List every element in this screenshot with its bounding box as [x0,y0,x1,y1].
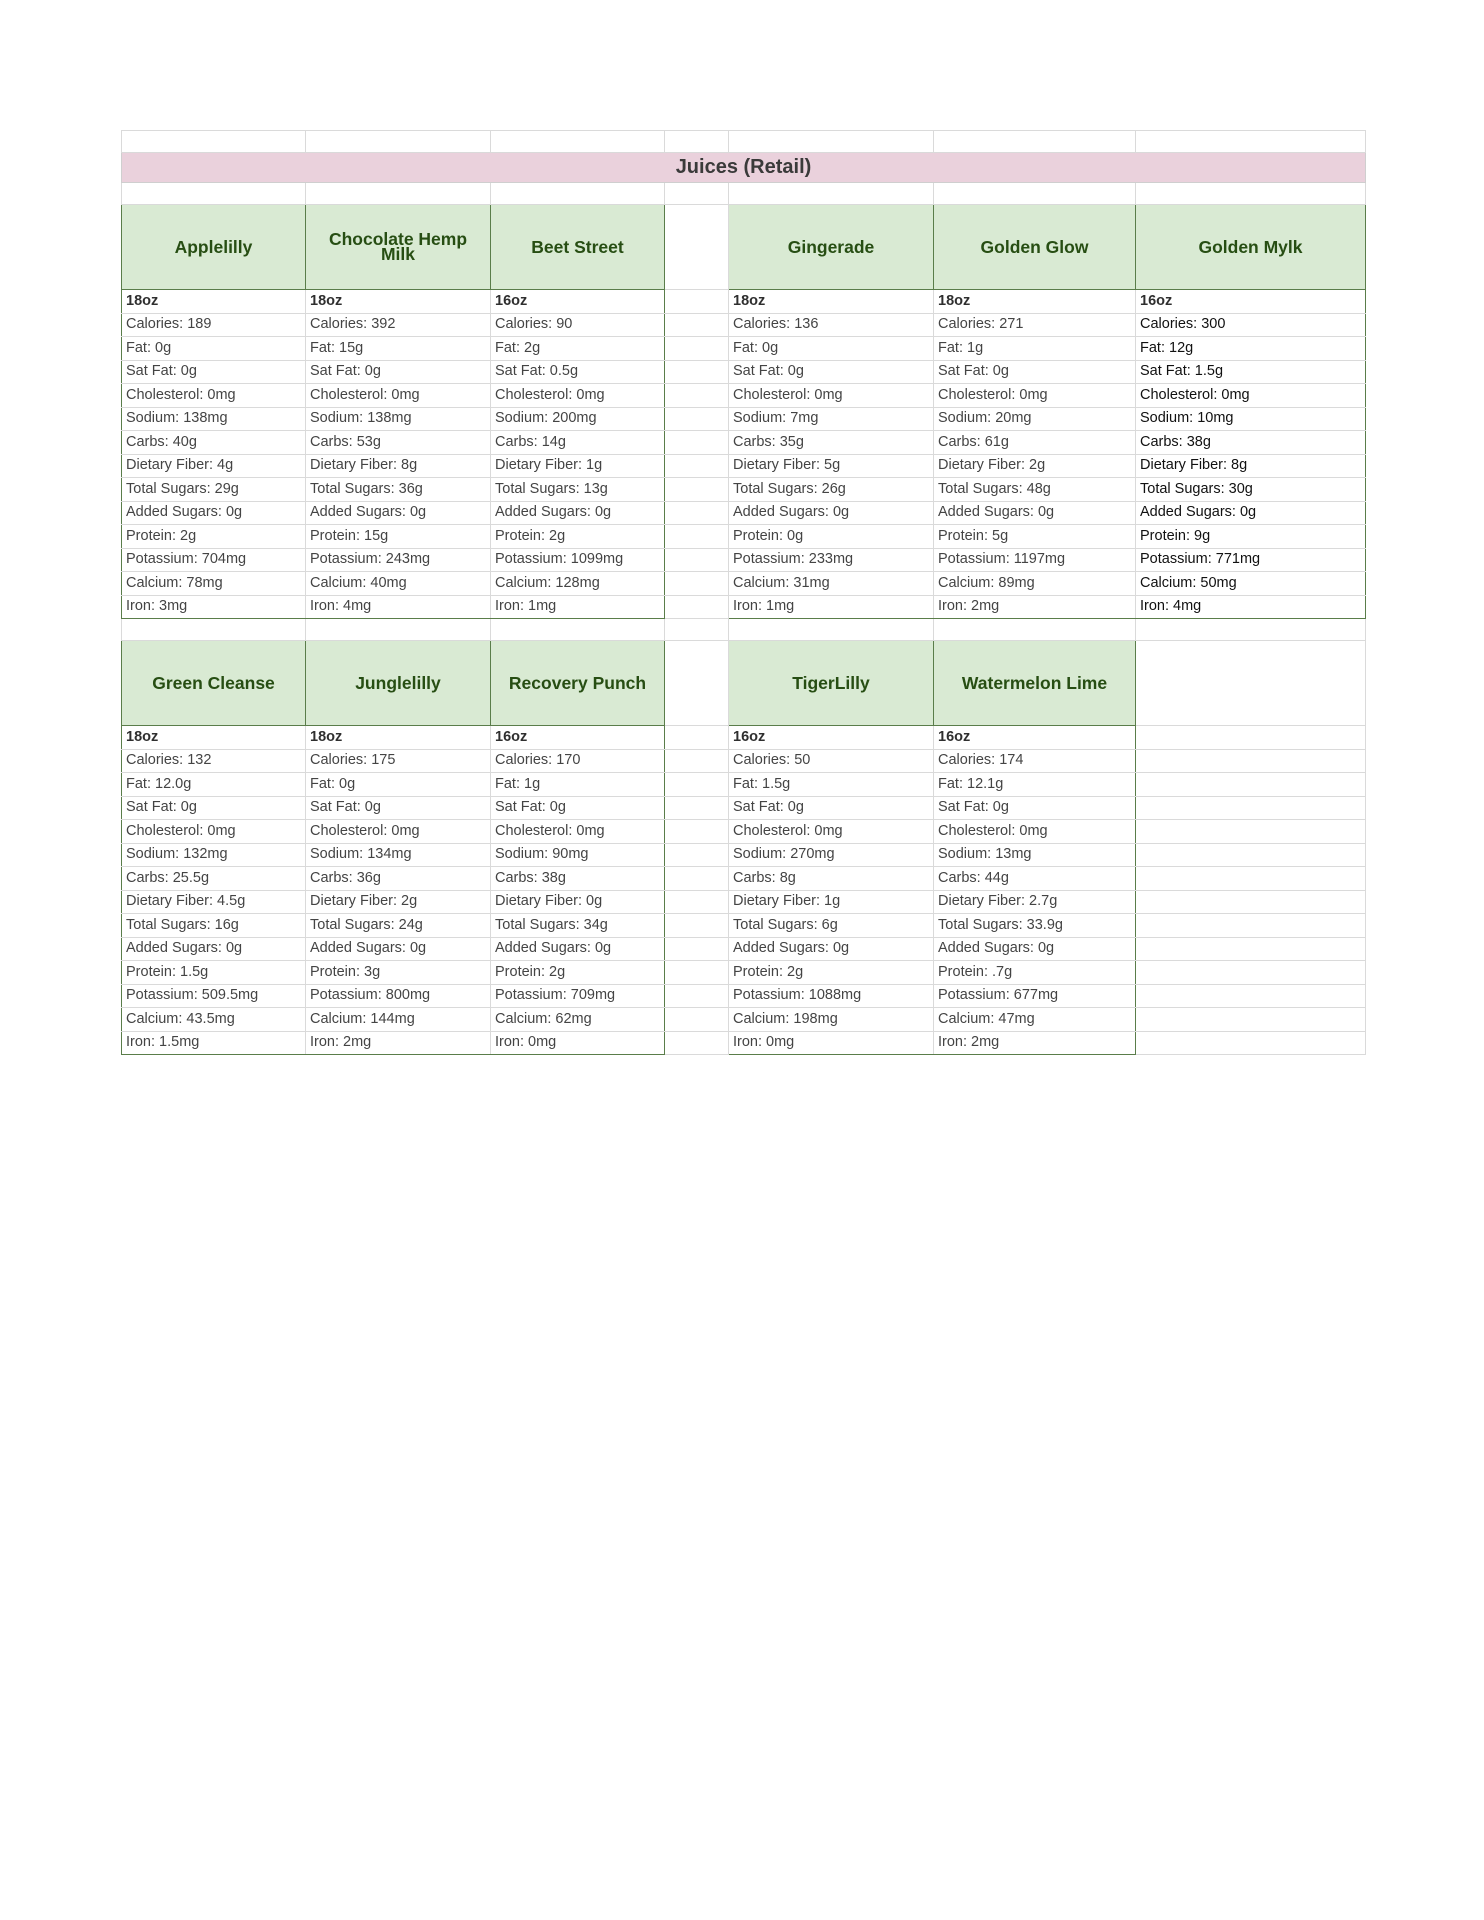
gap-cell[interactable] [665,431,729,455]
nutrition-fact[interactable]: Sat Fat: 0g [122,360,306,384]
nutrition-fact[interactable]: Total Sugars: 36g [306,478,491,502]
nutrition-fact[interactable]: Sodium: 138mg [306,407,491,431]
nutrition-fact[interactable]: Carbs: 61g [934,431,1136,455]
nutrition-fact[interactable]: Fat: 15g [306,337,491,361]
product-name[interactable]: Junglelilly [306,641,491,726]
empty-cell[interactable] [1136,843,1366,867]
nutrition-fact[interactable]: Cholesterol: 0mg [491,820,665,844]
nutrition-fact[interactable]: Fat: 12.1g [934,773,1136,797]
nutrition-fact[interactable]: Iron: 4mg [306,595,491,619]
nutrition-fact[interactable]: Calcium: 89mg [934,572,1136,596]
empty-cell[interactable] [934,131,1136,153]
nutrition-fact[interactable]: Potassium: 233mg [729,548,934,572]
nutrition-fact[interactable]: Potassium: 709mg [491,984,665,1008]
empty-cell[interactable] [306,183,491,205]
gap-cell[interactable] [665,205,729,290]
nutrition-fact[interactable]: Potassium: 677mg [934,984,1136,1008]
nutrition-fact[interactable]: Iron: 3mg [122,595,306,619]
nutrition-fact[interactable]: Dietary Fiber: 1g [729,890,934,914]
nutrition-fact[interactable]: Added Sugars: 0g [1136,501,1366,525]
nutrition-fact[interactable]: Dietary Fiber: 8g [1136,454,1366,478]
title-row [122,153,1366,183]
nutrition-fact[interactable]: Calories: 175 [306,749,491,773]
product-name[interactable]: Green Cleanse [122,641,306,726]
product-size[interactable]: 16oz [729,726,934,750]
nutrition-fact[interactable]: Cholesterol: 0mg [729,820,934,844]
gap-cell[interactable] [665,360,729,384]
nutrition-fact[interactable]: Sodium: 270mg [729,843,934,867]
nutrition-fact[interactable]: Potassium: 1088mg [729,984,934,1008]
nutrition-fact[interactable]: Protein: 3g [306,961,491,985]
nutrition-fact[interactable]: Dietary Fiber: 4.5g [122,890,306,914]
empty-cell[interactable] [306,619,491,641]
gap-cell[interactable] [665,525,729,549]
nutrition-row [122,454,1366,478]
nutrition-fact[interactable]: Sat Fat: 0.5g [491,360,665,384]
empty-cell[interactable] [1136,619,1366,641]
nutrition-fact[interactable]: Carbs: 38g [491,867,665,891]
gap-cell[interactable] [665,796,729,820]
nutrition-fact[interactable]: Calories: 271 [934,313,1136,337]
nutrition-fact[interactable]: Protein: 2g [491,525,665,549]
gap-cell[interactable] [665,572,729,596]
nutrition-fact[interactable]: Total Sugars: 48g [934,478,1136,502]
gap-cell[interactable] [665,820,729,844]
nutrition-fact[interactable]: Cholesterol: 0mg [1136,384,1366,408]
nutrition-fact[interactable]: Calcium: 31mg [729,572,934,596]
empty-cell[interactable] [729,131,934,153]
nutrition-fact[interactable]: Iron: 1.5mg [122,1031,306,1055]
nutrition-fact[interactable]: Dietary Fiber: 8g [306,454,491,478]
nutrition-fact[interactable]: Fat: 0g [729,337,934,361]
nutrition-fact[interactable]: Sat Fat: 0g [729,360,934,384]
nutrition-row [122,914,1366,938]
nutrition-fact[interactable]: Dietary Fiber: 5g [729,454,934,478]
gap-cell[interactable] [665,313,729,337]
nutrition-fact[interactable]: Iron: 1mg [491,595,665,619]
nutrition-row [122,961,1366,985]
nutrition-fact[interactable]: Dietary Fiber: 0g [491,890,665,914]
nutrition-fact[interactable]: Carbs: 40g [122,431,306,455]
nutrition-fact[interactable]: Protein: 2g [729,961,934,985]
product-name[interactable]: Watermelon Lime [934,641,1136,726]
nutrition-fact[interactable]: Sat Fat: 0g [934,796,1136,820]
nutrition-fact[interactable]: Calories: 90 [491,313,665,337]
nutrition-fact[interactable]: Calcium: 144mg [306,1008,491,1032]
nutrition-fact[interactable]: Sodium: 20mg [934,407,1136,431]
gap-cell[interactable] [665,890,729,914]
product-name[interactable]: Applelilly [122,205,306,290]
nutrition-fact[interactable]: Potassium: 704mg [122,548,306,572]
nutrition-fact[interactable]: Fat: 2g [491,337,665,361]
product-size[interactable]: 18oz [306,290,491,314]
nutrition-row [122,431,1366,455]
nutrition-fact[interactable]: Total Sugars: 30g [1136,478,1366,502]
empty-cell[interactable] [729,183,934,205]
product-size[interactable]: 16oz [934,726,1136,750]
nutrition-fact[interactable]: Sat Fat: 0g [306,360,491,384]
size-row [122,290,1366,314]
blank-row [122,131,1366,153]
nutrition-fact[interactable]: Carbs: 14g [491,431,665,455]
nutrition-fact[interactable]: Cholesterol: 0mg [491,384,665,408]
nutrition-fact[interactable]: Calories: 132 [122,749,306,773]
empty-cell[interactable] [122,131,306,153]
empty-cell[interactable] [665,183,729,205]
nutrition-row [122,478,1366,502]
nutrition-fact[interactable]: Calcium: 62mg [491,1008,665,1032]
gap-cell[interactable] [665,384,729,408]
nutrition-fact[interactable]: Total Sugars: 33.9g [934,914,1136,938]
product-name[interactable]: Gingerade [729,205,934,290]
nutrition-fact[interactable]: Dietary Fiber: 1g [491,454,665,478]
empty-cell[interactable] [1136,726,1366,750]
nutrition-fact[interactable]: Fat: 12g [1136,337,1366,361]
product-size[interactable]: 16oz [491,290,665,314]
nutrition-fact[interactable]: Total Sugars: 13g [491,478,665,502]
nutrition-fact[interactable]: Iron: 2mg [306,1031,491,1055]
nutrition-fact[interactable]: Calories: 392 [306,313,491,337]
product-name[interactable]: TigerLilly [729,641,934,726]
nutrition-fact[interactable]: Sat Fat: 0g [729,796,934,820]
gap-cell[interactable] [665,548,729,572]
empty-cell[interactable] [1136,773,1366,797]
nutrition-row [122,525,1366,549]
gap-cell[interactable] [665,337,729,361]
nutrition-row [122,749,1366,773]
nutrition-row [122,337,1366,361]
gap-cell[interactable] [665,290,729,314]
nutrition-row [122,595,1366,619]
nutrition-fact[interactable]: Added Sugars: 0g [122,937,306,961]
nutrition-fact[interactable]: Cholesterol: 0mg [306,384,491,408]
blank-row [122,183,1366,205]
nutrition-fact[interactable]: Calories: 300 [1136,313,1366,337]
nutrition-fact[interactable]: Total Sugars: 26g [729,478,934,502]
nutrition-fact[interactable]: Fat: 0g [122,337,306,361]
gap-cell[interactable] [665,749,729,773]
empty-cell[interactable] [1136,820,1366,844]
gap-cell[interactable] [665,641,729,726]
nutrition-fact[interactable]: Calcium: 78mg [122,572,306,596]
empty-cell[interactable] [1136,749,1366,773]
nutrition-row [122,820,1366,844]
nutrition-fact[interactable]: Protein: 5g [934,525,1136,549]
nutrition-fact[interactable]: Fat: 1g [934,337,1136,361]
empty-cell[interactable] [1136,183,1366,205]
blank-row [122,619,1366,641]
empty-cell[interactable] [1136,984,1366,1008]
gap-cell[interactable] [665,843,729,867]
nutrition-fact[interactable]: Potassium: 1099mg [491,548,665,572]
nutrition-fact[interactable]: Dietary Fiber: 2g [306,890,491,914]
product-size[interactable]: 16oz [491,726,665,750]
gap-cell[interactable] [665,595,729,619]
nutrition-fact[interactable]: Dietary Fiber: 2.7g [934,890,1136,914]
gap-cell[interactable] [665,1008,729,1032]
nutrition-row [122,501,1366,525]
gap-cell[interactable] [665,773,729,797]
empty-cell[interactable] [1136,914,1366,938]
product-name[interactable]: Beet Street [491,205,665,290]
nutrition-fact[interactable]: Added Sugars: 0g [491,937,665,961]
nutrition-fact[interactable]: Fat: 0g [306,773,491,797]
nutrition-fact[interactable]: Calories: 136 [729,313,934,337]
juices-table [121,130,1366,1055]
nutrition-fact[interactable]: Protein: 2g [491,961,665,985]
nutrition-fact[interactable]: Added Sugars: 0g [122,501,306,525]
nutrition-fact[interactable]: Calcium: 40mg [306,572,491,596]
empty-cell[interactable] [1136,131,1366,153]
gap-cell[interactable] [665,961,729,985]
product-name[interactable]: Golden Glow [934,205,1136,290]
nutrition-fact[interactable]: Sodium: 7mg [729,407,934,431]
nutrition-fact[interactable]: Added Sugars: 0g [934,501,1136,525]
nutrition-fact[interactable]: Dietary Fiber: 4g [122,454,306,478]
nutrition-fact[interactable]: Iron: 2mg [934,1031,1136,1055]
empty-cell[interactable] [1136,1008,1366,1032]
gap-cell[interactable] [665,726,729,750]
nutrition-fact[interactable]: Potassium: 800mg [306,984,491,1008]
nutrition-fact[interactable]: Calories: 50 [729,749,934,773]
nutrition-row [122,1031,1366,1055]
nutrition-fact[interactable]: Sat Fat: 0g [491,796,665,820]
nutrition-fact[interactable]: Potassium: 509.5mg [122,984,306,1008]
nutrition-fact[interactable]: Carbs: 44g [934,867,1136,891]
nutrition-fact[interactable]: Protein: 0g [729,525,934,549]
empty-cell[interactable] [1136,961,1366,985]
gap-cell[interactable] [665,407,729,431]
nutrition-fact[interactable]: Cholesterol: 0mg [122,820,306,844]
nutrition-fact[interactable]: Potassium: 1197mg [934,548,1136,572]
nutrition-fact[interactable]: Added Sugars: 0g [729,501,934,525]
empty-cell[interactable] [491,131,665,153]
product-size[interactable]: 18oz [934,290,1136,314]
empty-cell[interactable] [1136,937,1366,961]
nutrition-fact[interactable]: Cholesterol: 0mg [306,820,491,844]
nutrition-fact[interactable]: Total Sugars: 6g [729,914,934,938]
nutrition-fact[interactable]: Total Sugars: 24g [306,914,491,938]
nutrition-fact[interactable]: Calcium: 47mg [934,1008,1136,1032]
nutrition-row [122,360,1366,384]
nutrition-fact[interactable]: Sodium: 134mg [306,843,491,867]
nutrition-fact[interactable]: Iron: 2mg [934,595,1136,619]
nutrition-row [122,1008,1366,1032]
nutrition-fact[interactable]: Carbs: 35g [729,431,934,455]
nutrition-fact[interactable]: Added Sugars: 0g [729,937,934,961]
empty-cell[interactable] [122,619,306,641]
nutrition-fact[interactable]: Cholesterol: 0mg [934,384,1136,408]
nutrition-fact[interactable]: Protein: .7g [934,961,1136,985]
gap-cell[interactable] [665,984,729,1008]
empty-cell[interactable] [1136,890,1366,914]
nutrition-fact[interactable]: Iron: 4mg [1136,595,1366,619]
product-size[interactable]: 18oz [729,290,934,314]
nutrition-fact[interactable]: Sat Fat: 0g [122,796,306,820]
nutrition-fact[interactable]: Dietary Fiber: 2g [934,454,1136,478]
empty-cell[interactable] [122,183,306,205]
product-header-row [122,205,1366,290]
nutrition-fact[interactable]: Calories: 189 [122,313,306,337]
nutrition-row [122,937,1366,961]
nutrition-fact[interactable]: Calcium: 128mg [491,572,665,596]
empty-cell[interactable] [1136,796,1366,820]
spreadsheet-page [121,130,1365,1055]
gap-cell[interactable] [665,937,729,961]
empty-cell[interactable] [1136,867,1366,891]
nutrition-fact[interactable]: Sodium: 10mg [1136,407,1366,431]
nutrition-fact[interactable]: Added Sugars: 0g [306,937,491,961]
empty-cell[interactable] [665,131,729,153]
gap-cell[interactable] [665,867,729,891]
gap-cell[interactable] [665,1031,729,1055]
nutrition-fact[interactable]: Potassium: 243mg [306,548,491,572]
nutrition-row [122,843,1366,867]
nutrition-fact[interactable]: Potassium: 771mg [1136,548,1366,572]
nutrition-fact[interactable]: Protein: 9g [1136,525,1366,549]
nutrition-fact[interactable]: Sat Fat: 0g [934,360,1136,384]
gap-cell[interactable] [665,454,729,478]
nutrition-fact[interactable]: Sodium: 90mg [491,843,665,867]
nutrition-fact[interactable]: Added Sugars: 0g [934,937,1136,961]
nutrition-fact[interactable]: Sat Fat: 1.5g [1136,360,1366,384]
size-row [122,726,1366,750]
nutrition-fact[interactable]: Protein: 2g [122,525,306,549]
nutrition-row [122,773,1366,797]
nutrition-fact[interactable]: Added Sugars: 0g [306,501,491,525]
nutrition-fact[interactable]: Protein: 1.5g [122,961,306,985]
nutrition-row [122,548,1366,572]
nutrition-fact[interactable]: Fat: 12.0g [122,773,306,797]
nutrition-fact[interactable]: Sat Fat: 0g [306,796,491,820]
nutrition-row [122,572,1366,596]
gap-cell[interactable] [665,478,729,502]
nutrition-fact[interactable]: Added Sugars: 0g [491,501,665,525]
nutrition-fact[interactable]: Cholesterol: 0mg [934,820,1136,844]
nutrition-fact[interactable]: Cholesterol: 0mg [122,384,306,408]
nutrition-row [122,796,1366,820]
gap-cell[interactable] [665,914,729,938]
nutrition-fact[interactable]: Calcium: 43.5mg [122,1008,306,1032]
empty-cell[interactable] [491,183,665,205]
product-header-row [122,641,1366,726]
empty-cell[interactable] [491,619,665,641]
nutrition-fact[interactable]: Sodium: 132mg [122,843,306,867]
empty-cell[interactable] [306,131,491,153]
product-size[interactable]: 18oz [122,290,306,314]
nutrition-fact[interactable]: Fat: 1.5g [729,773,934,797]
nutrition-fact[interactable]: Total Sugars: 16g [122,914,306,938]
product-name[interactable]: Chocolate Hemp Milk [306,205,491,290]
nutrition-fact[interactable]: Sodium: 138mg [122,407,306,431]
nutrition-fact[interactable]: Calcium: 198mg [729,1008,934,1032]
product-size[interactable]: 18oz [306,726,491,750]
nutrition-fact[interactable]: Carbs: 8g [729,867,934,891]
nutrition-fact[interactable]: Carbs: 53g [306,431,491,455]
nutrition-fact[interactable]: Iron: 1mg [729,595,934,619]
nutrition-fact[interactable]: Iron: 0mg [729,1031,934,1055]
empty-cell[interactable] [1136,641,1366,726]
nutrition-fact[interactable]: Iron: 0mg [491,1031,665,1055]
gap-cell[interactable] [665,501,729,525]
nutrition-fact[interactable]: Protein: 15g [306,525,491,549]
nutrition-row [122,407,1366,431]
nutrition-fact[interactable]: Sodium: 13mg [934,843,1136,867]
nutrition-row [122,313,1366,337]
empty-cell[interactable] [934,619,1136,641]
nutrition-fact[interactable]: Calories: 174 [934,749,1136,773]
product-size[interactable]: 16oz [1136,290,1366,314]
nutrition-fact[interactable]: Fat: 1g [491,773,665,797]
nutrition-row [122,384,1366,408]
nutrition-fact[interactable]: Carbs: 36g [306,867,491,891]
empty-cell[interactable] [729,619,934,641]
nutrition-row [122,890,1366,914]
product-size[interactable]: 18oz [122,726,306,750]
nutrition-row [122,867,1366,891]
product-name[interactable]: Golden Mylk [1136,205,1366,290]
nutrition-fact[interactable]: Cholesterol: 0mg [729,384,934,408]
nutrition-fact[interactable]: Carbs: 38g [1136,431,1366,455]
empty-cell[interactable] [934,183,1136,205]
product-name[interactable]: Recovery Punch [491,641,665,726]
nutrition-fact[interactable]: Calories: 170 [491,749,665,773]
sheet-title[interactable]: Juices (Retail) [122,153,1366,183]
empty-cell[interactable] [1136,1031,1366,1055]
nutrition-fact[interactable]: Carbs: 25.5g [122,867,306,891]
nutrition-fact[interactable]: Total Sugars: 29g [122,478,306,502]
nutrition-fact[interactable]: Calcium: 50mg [1136,572,1366,596]
nutrition-row [122,984,1366,1008]
nutrition-fact[interactable]: Total Sugars: 34g [491,914,665,938]
nutrition-fact[interactable]: Sodium: 200mg [491,407,665,431]
empty-cell[interactable] [665,619,729,641]
